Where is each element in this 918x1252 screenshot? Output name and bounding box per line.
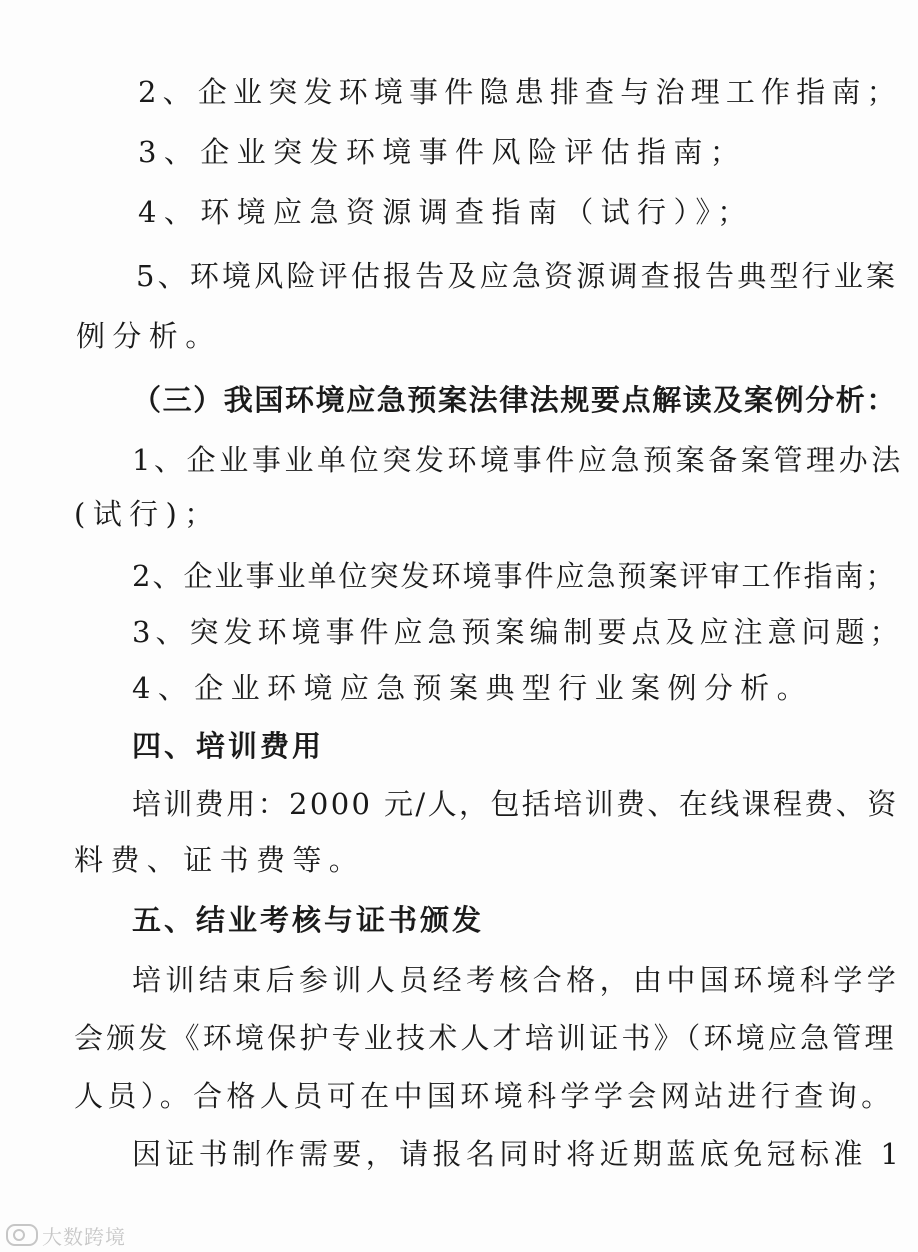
- section-heading: 五、结业考核与证书颁发: [132, 903, 485, 937]
- doc-line: 会颁发《环境保护专业技术人才培训证书》（环境应急管理: [74, 1021, 897, 1055]
- watermark-text: 大数跨境: [42, 1224, 126, 1249]
- section-heading: 四、培训费用: [132, 729, 325, 763]
- doc-line: 3、突发环境事件应急预案编制要点及应注意问题；: [132, 615, 904, 649]
- doc-line: 例分析。: [76, 319, 222, 353]
- doc-line: 培训结束后参训人员经考核合格，由中国环境科学学: [132, 963, 901, 997]
- doc-line: (试行)；: [74, 497, 221, 531]
- doc-line: 培训费用：2000 元/人，包括培训费、在线课程费、资: [132, 787, 899, 821]
- doc-line: 5、环境风险评估报告及应急资源调查报告典型行业案: [136, 259, 899, 293]
- doc-line: 料费、证书费等。: [74, 843, 366, 877]
- doc-line: 2、企业突发环境事件隐患排查与治理工作指南；: [138, 75, 902, 109]
- watermark-logo: [6, 1222, 126, 1248]
- doc-line: 4、环境应急资源调查指南（试行）》；: [138, 195, 754, 229]
- logo-icon: [6, 1224, 38, 1246]
- doc-line: 人员）。合格人员可在中国环境科学学会网站进行查询。: [74, 1079, 895, 1113]
- section-heading: （三）我国环境应急预案法律法规要点解读及案例分析：: [132, 383, 898, 417]
- doc-line: 4、企业环境应急预案典型行业案例分析。: [132, 671, 814, 705]
- doc-line: 2、企业事业单位突发环境事件应急预案评审工作指南；: [132, 559, 897, 593]
- doc-line: 3、企业突发环境事件风险评估指南；: [138, 135, 747, 169]
- doc-line: 1、企业事业单位突发环境事件应急预案备案管理办法: [132, 443, 904, 477]
- doc-line: 因证书制作需要，请报名同时将近期蓝底免冠标准 1: [132, 1137, 904, 1171]
